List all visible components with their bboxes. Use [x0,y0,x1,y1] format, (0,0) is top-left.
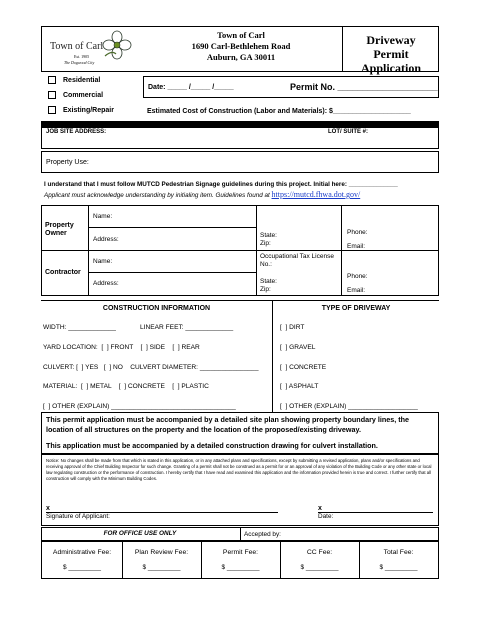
site-plan-notice: This permit application must be accompanied by a detailed site plan showing property boundary lines, the location of all structures on the property and the location of the proposed/existing driveway. [46,415,410,434]
fee-amount[interactable]: $ _________ [379,564,418,571]
driveway-option-gravel[interactable]: [ ] GRAVEL [280,344,316,351]
date-field[interactable]: Date: _____ /_____ /_____ [148,84,234,91]
owner-zip-field[interactable]: Zip: [260,240,271,247]
permit-type-options [48,76,143,121]
contractor-heading: Contractor [45,269,81,276]
fee-cc [280,542,360,578]
owner-state-field[interactable]: State: [260,232,277,239]
date-line [318,512,433,513]
option-existing-repair[interactable] [48,106,143,121]
fee-label: Administrative Fee: [52,549,112,556]
form-title-line2: Permit Application [360,47,421,75]
accepted-by-field[interactable]: Accepted by: [244,531,281,538]
width-field[interactable]: WIDTH: _____________ [43,324,116,331]
construction-divider [272,300,273,412]
disclaimer-text: Notice: No changes shall be made from that which is stated in this application, or in any attached plans and specifications, except by submitting a revised application, plans and/or specifications and receiving approval of the Chief Building Inspector for such change. Granting of a permit shall not be construed as a permit for or an approval of any violation of the Building Code or any other state or local law regulating construction or the performance of construction. I hereby certify that I have read and examined this application and the information provided herein is true and correct. I further certify that all construction will comply with the Minimum Building Codes. [46,458,432,481]
property-owner-heading: Property Owner [45,222,74,237]
culvert-drawing-notice: This application must be accompanied by a detailed construction drawing for culvert installation. [46,441,378,450]
mutcd-link[interactable]: https://mutcd.fhwa.dot.gov/ [271,190,361,199]
mutcd-statement: I understand that I must follow MUTCD Pedestrian Signage guidelines during this project. Initial here: ______________ [44,181,398,188]
office-divider [240,528,241,540]
signature-date-label[interactable]: Date: [318,513,334,520]
logo-tagline: The Dogwood City [64,60,95,65]
logo-name: Town of Carl [50,41,104,52]
linear-feet-field[interactable]: LINEAR FEET: _____________ [140,324,234,331]
option-label: Commercial [63,91,104,99]
fees-row [41,541,439,579]
fee-total [359,542,438,578]
grid-hline-2 [42,250,438,251]
construction-section-top-rule [41,300,439,301]
form-title [343,33,439,75]
property-use-label[interactable]: Property Use: [46,159,89,166]
logo-est: Est. 1905 [74,54,90,59]
fee-amount[interactable]: $ _________ [221,564,260,571]
fee-label: Plan Review Fee: [134,549,189,556]
owner-name-field[interactable]: Name: [93,213,113,220]
lot-suite-label[interactable]: LOT/ SUITE #: [328,129,369,135]
notice-box [41,412,439,454]
driveway-type-heading: TYPE OF DRIVEWAY [321,305,391,312]
contractor-license-field[interactable]: Occupational Tax License No.: [260,253,334,268]
other-construction-field[interactable]: [ ] OTHER (EXPLAIN) __________________________________ [43,403,236,410]
office-use-label: FOR OFFICE USE ONLY [103,530,177,537]
owner-contractor-table [41,205,439,296]
disclaimer-box [41,454,439,526]
town-name: Town of Carl [217,30,265,40]
fee-label: Total Fee: [383,549,414,556]
logo [50,30,136,68]
contractor-state-field[interactable]: State: [260,278,277,285]
mutcd-note-text: Applicant must acknowledge understanding by initialing item. Guidelines found at [44,192,270,199]
driveway-option-other[interactable]: [ ] OTHER (EXPLAIN) ___________________ [280,403,418,410]
fee-label: Permit Fee: [222,549,259,556]
fee-label: CC Fee: [306,549,333,556]
permit-number-field[interactable]: Permit No. ____________________ [290,82,438,92]
option-label: Existing/Repair [63,106,114,114]
date-x: x [318,505,322,512]
contractor-name-field[interactable]: Name: [93,258,113,265]
option-residential[interactable] [48,76,143,91]
fee-amount[interactable]: $ _________ [63,564,101,571]
owner-address-field[interactable]: Address: [93,236,119,243]
driveway-option-dirt[interactable]: [ ] DIRT [280,324,305,331]
town-info [154,30,328,63]
mutcd-note [44,190,360,199]
fee-plan-review [122,542,202,578]
town-address-line2: Auburn, GA 30011 [206,52,276,62]
construction-info-heading: CONSTRUCTION INFORMATION [102,305,211,312]
contractor-phone-field[interactable]: Phone: [347,273,368,280]
driveway-option-concrete[interactable]: [ ] CONCRETE [280,364,327,371]
grid-hline-1 [88,227,256,228]
signature-x: x [46,505,50,512]
fee-amount[interactable]: $ _________ [142,564,181,571]
header-box [41,26,439,75]
commercial-checkbox[interactable] [48,91,56,99]
form-title-line1: Driveway [366,33,416,47]
driveway-option-asphalt[interactable]: [ ] ASPHALT [280,383,319,390]
owner-phone-field[interactable]: Phone: [347,229,368,236]
date-permit-box [143,76,439,98]
existing-repair-checkbox[interactable] [48,106,56,114]
grid-hline-3 [88,272,256,273]
fee-administrative [42,542,123,578]
estimated-cost-field[interactable]: Estimated Cost of Construction (Labor and Materials): $____________________ [147,108,411,115]
residential-checkbox[interactable] [48,76,56,84]
owner-email-field[interactable]: Email: [347,243,366,250]
town-address-line1: 1690 Carl-Bethlehem Road [191,41,291,51]
material-field[interactable]: MATERIAL: [ ] METAL [ ] CONCRETE [ ] PLASTIC [43,383,209,390]
office-use-row [41,527,439,541]
option-label: Residential [63,76,101,84]
contractor-address-field[interactable]: Address: [93,280,119,287]
fee-amount[interactable]: $ _________ [300,564,339,571]
signature-label[interactable]: Signature of Applicant: [46,513,110,520]
job-site-address-label[interactable]: JOB SITE ADDRESS: [46,129,107,135]
job-site-row [41,127,439,149]
option-commercial[interactable] [48,91,143,106]
culvert-field[interactable]: CULVERT: [ ] YES [ ] NO CULVERT DIAMETER: ________________ [43,364,259,371]
dogwood-flower-icon [102,30,132,60]
fee-permit [201,542,281,578]
property-use-row [41,151,439,173]
contractor-zip-field[interactable]: Zip: [260,286,271,293]
yard-location-field[interactable]: YARD LOCATION: [ ] FRONT [ ] SIDE [ ] REAR [43,344,200,351]
contractor-email-field[interactable]: Email: [347,287,366,294]
